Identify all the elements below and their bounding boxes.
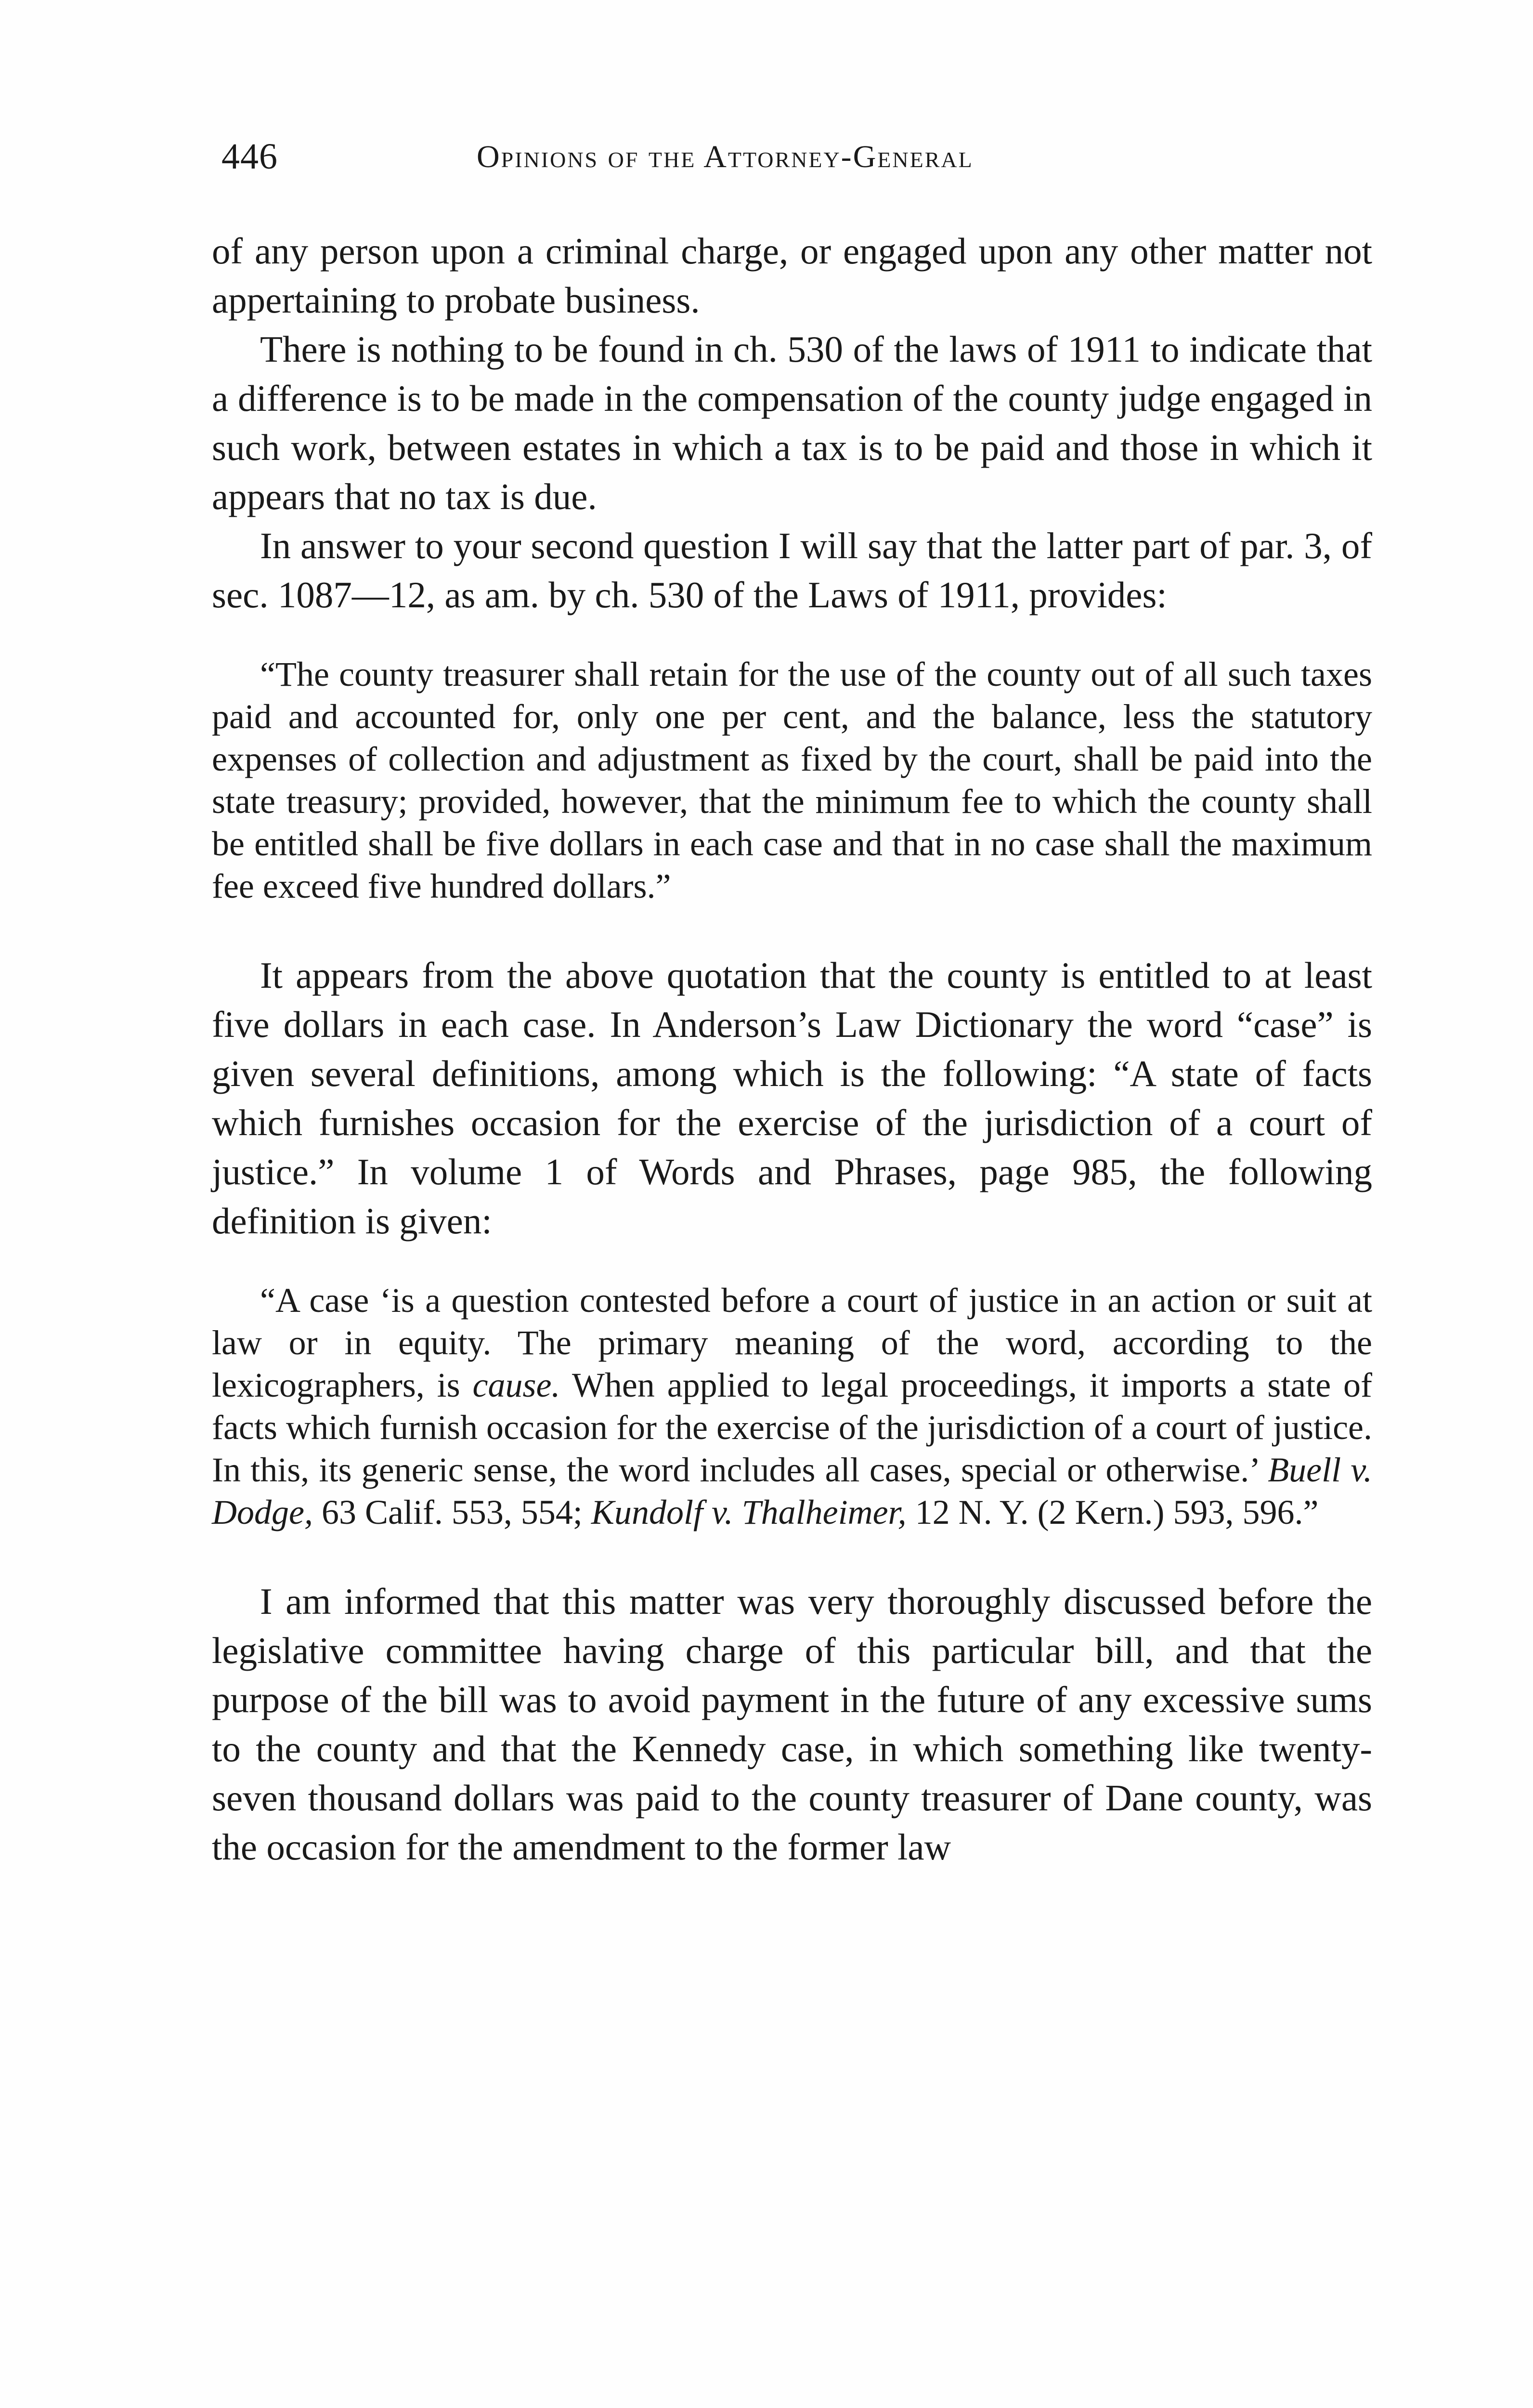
- body-text: [212, 226, 1372, 1871]
- running-title: Opinions of the Attorney-General: [477, 139, 974, 174]
- quote-text: When applied to legal proceedings, it imports a state of facts which furnish occasion for the exercise of the jurisdiction of a court of justice. In this, its generic sense, the word includes all cases, special or otherwise.’: [212, 1366, 1372, 1489]
- case-citation-ref: 63 Calif. 553, 554;: [312, 1493, 591, 1531]
- case-citation-ref: 12 N. Y. (2 Kern.) 593, 596.”: [906, 1493, 1319, 1531]
- page-header: [221, 136, 1367, 189]
- quote-text: “A case ‘is a question contested before a court of justice in an action or suit at law or in equity. The primary meaning of the word, according to the lexicographers, is: [212, 1281, 1372, 1404]
- paragraph-ch530: There is nothing to be found in ch. 530 of the laws of 1911 to indicate that a difference is to be made in the compensation of the county judge engaged in such work, between estates in which a tax is to be paid and those in which it appears that no tax is due.: [212, 328, 1372, 517]
- quote-words-and-phrases: [212, 1279, 1372, 1533]
- paragraph-continuation: of any person upon a criminal charge, or engaged upon any other matter not appertaining to probate business.: [212, 230, 1372, 321]
- paragraph-case-definition: It appears from the above quotation that the county is entitled to at least five dollars in each case. In Anderson’s Law Dictionary the word “case” is given several definitions, among which is the following: “A state of facts which furnishes occasion for the exercise of the jurisdiction of a court of justice.” In volume 1 of Words and Phrases, page 985, the following definition is given:: [212, 955, 1372, 1242]
- case-citation-name: Kundolf v. Thalheimer,: [591, 1493, 907, 1531]
- case-citation-name: Buell v. Dodge,: [212, 1451, 1372, 1531]
- quote-statute: “The county treasurer shall retain for the use of the county out of all such taxes paid and accounted for, only one per cent, and the balance, less the statutory expenses of collection and adjustment as fixed by the court, shall be paid into the state treasury; provided, however, that the minimum fee to which the county shall be entitled shall be five dollars in each case and that in no case shall the maximum fee exceed five hundred dollars.”: [212, 655, 1372, 905]
- page-number: 446: [221, 136, 278, 177]
- paragraph-second-question: In answer to your second question I will say that the latter part of par. 3, of sec. 1087—12, as am. by ch. 530 of the Laws of 1911, provides:: [212, 525, 1372, 615]
- paragraph-committee: I am informed that this matter was very thoroughly discussed before the legislative committee having charge of this particular bill, and that the purpose of the bill was to avoid payment in the future of any excessive sums to the county and that the Kennedy case, in which something like twenty-seven thousand dollars was paid to the county treasurer of Dane county, was the occasion for the amendment to the former law: [212, 1581, 1372, 1868]
- quote-emphasis: cause.: [472, 1366, 560, 1404]
